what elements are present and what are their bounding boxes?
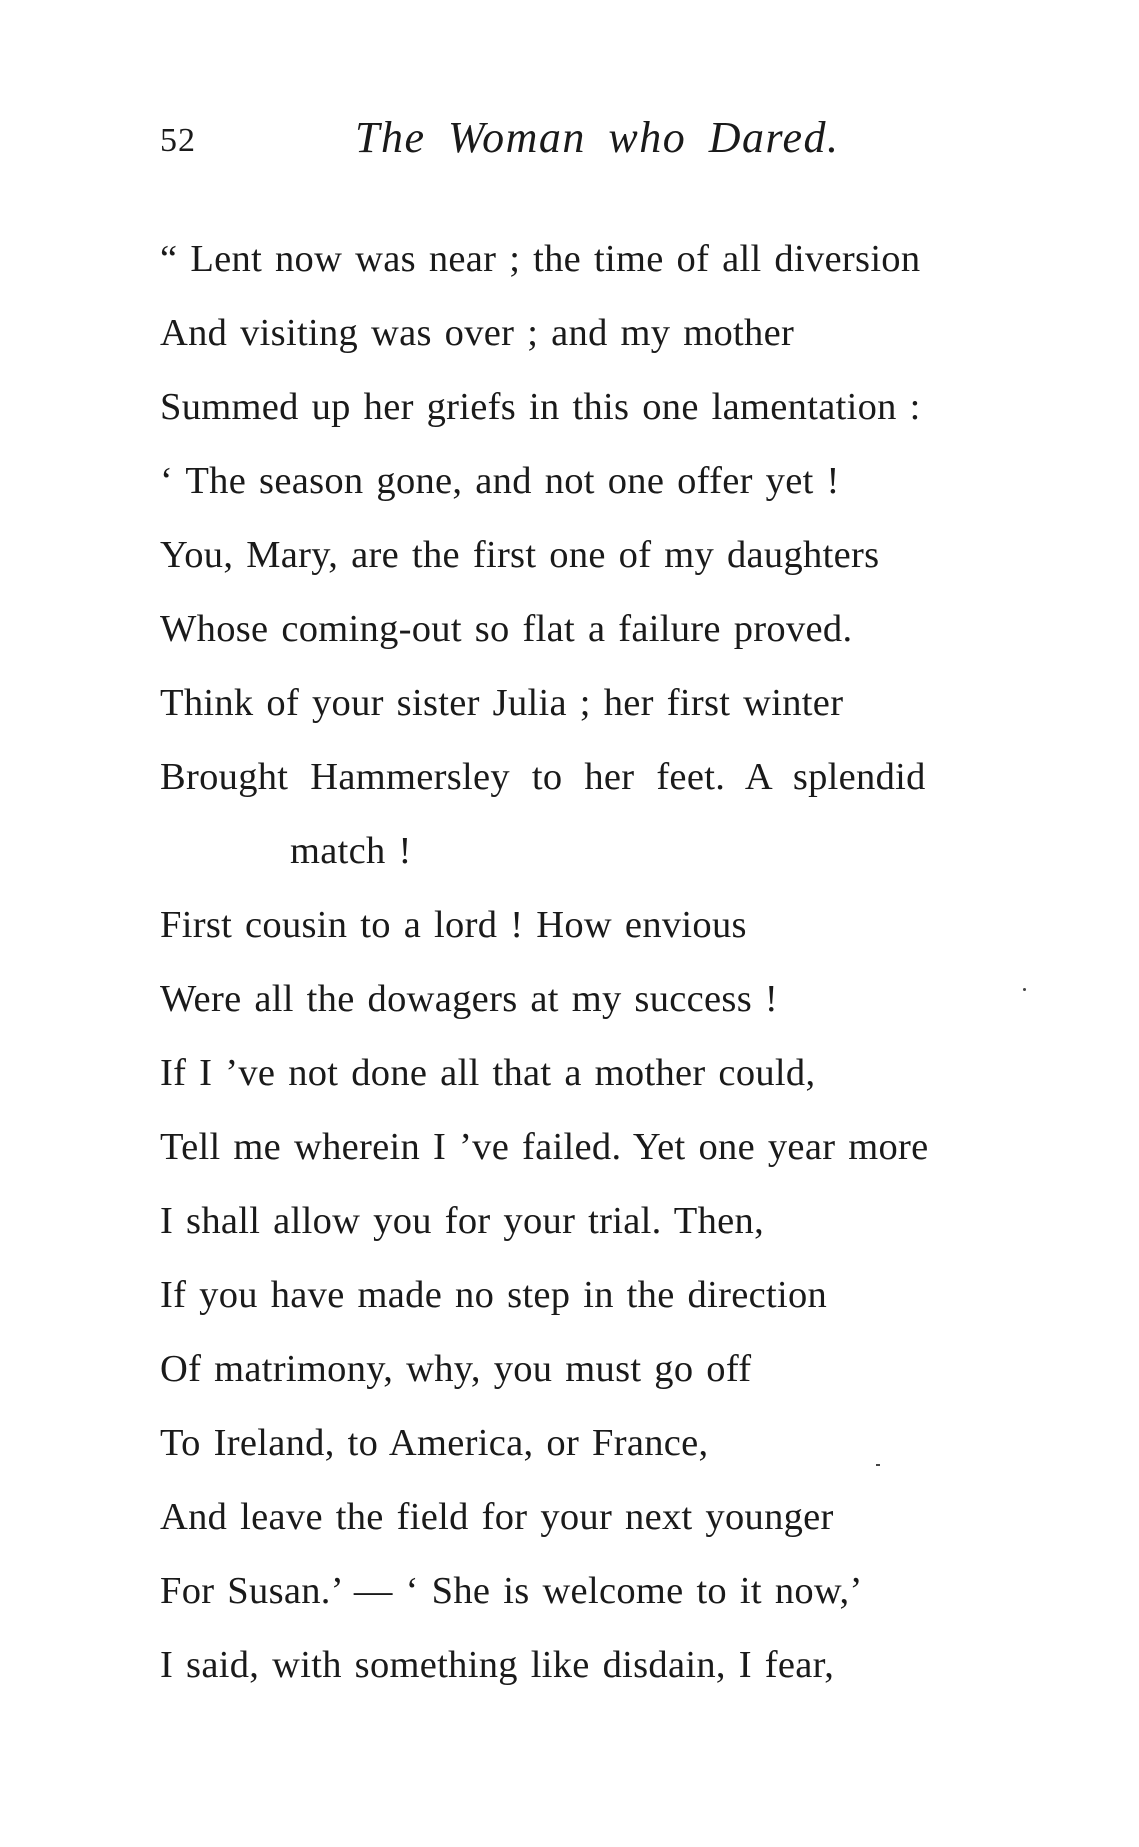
ink-speck xyxy=(876,1464,880,1466)
verse-line-continuation: match ! xyxy=(290,830,412,872)
verse-line: I shall allow you for your trial. Then, xyxy=(160,1200,765,1242)
page-number: 52 xyxy=(160,122,196,159)
verse-line: Were all the dowagers at my success ! xyxy=(160,978,779,1020)
verse-line: And leave the field for your next younger xyxy=(160,1496,834,1538)
verse-line: For Susan.’ — ‘ She is welcome to it now,’ xyxy=(160,1570,863,1612)
running-title: The Woman who Dared. xyxy=(355,113,840,162)
verse-line: Of matrimony, why, you must go off xyxy=(160,1348,752,1390)
verse-line: If you have made no step in the direction xyxy=(160,1274,828,1316)
poem-text xyxy=(160,222,1120,1702)
verse-line: ‘ The season gone, and not one offer yet ! xyxy=(160,460,840,502)
verse-line: Whose coming-out so flat a failure proved. xyxy=(160,608,853,650)
verse-line: First cousin to a lord ! How envious xyxy=(160,904,747,946)
verse-line: Summed up her griefs in this one lamentation : xyxy=(160,386,921,428)
verse-line: Think of your sister Julia ; her first winter xyxy=(160,682,844,724)
verse-line: If I ’ve not done all that a mother could, xyxy=(160,1052,816,1094)
verse-line: I said, with something like disdain, I fear, xyxy=(160,1644,835,1686)
running-head xyxy=(160,112,960,172)
verse-line: “ Lent now was near ; the time of all diversion xyxy=(160,238,921,280)
verse-line: And visiting was over ; and my mother xyxy=(160,312,795,354)
verse-line: Brought Hammersley to her feet. A splendid xyxy=(160,756,926,798)
verse-line: Tell me wherein I ’ve failed. Yet one year more xyxy=(160,1126,929,1168)
verse-line: You, Mary, are the first one of my daughters xyxy=(160,534,880,576)
verse-line: To Ireland, to America, or France, xyxy=(160,1422,709,1464)
ink-speck xyxy=(1023,988,1026,991)
